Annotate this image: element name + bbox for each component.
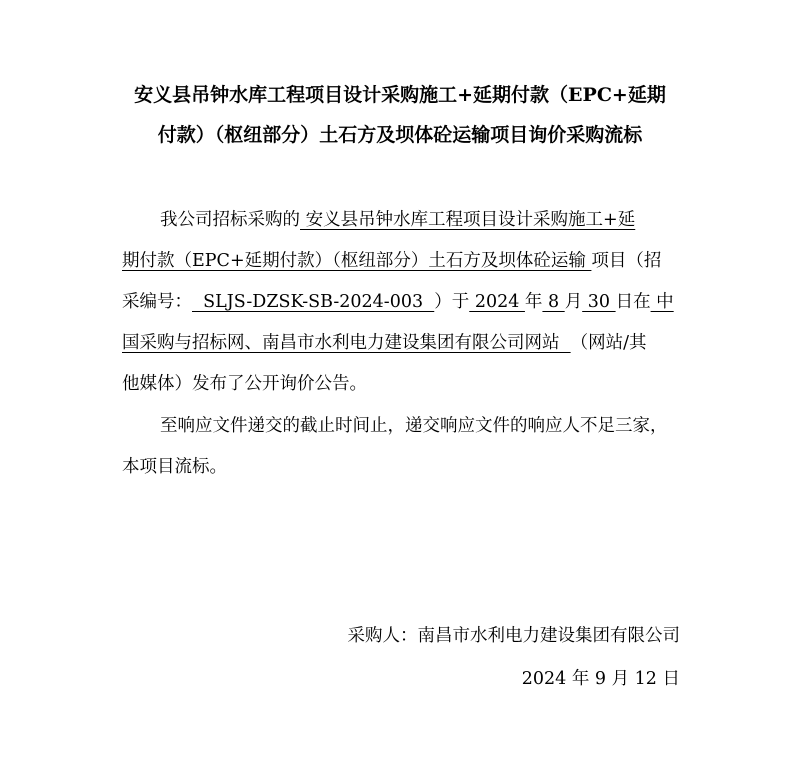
procurement-number: SLJS-DZSK-SB-2024-003: [192, 292, 435, 312]
body-line: [160, 206, 635, 231]
project-name: 安义县吊钟水库工程项目设计采购施工+延: [300, 210, 636, 230]
text: 我公司招标采购的: [160, 210, 300, 230]
body-line: [122, 288, 674, 313]
title-line-1: 安义县吊钟水库工程项目设计采购施工+延期付款（EPC+延期: [134, 84, 666, 106]
text: 月: [564, 292, 583, 312]
text: （网站/其: [570, 333, 647, 353]
publish-site: 国采购与招标网、南昌市水利电力建设集团有限公司网站: [122, 333, 571, 353]
body-line: 至响应文件递交的截止时间止，递交响应文件的响应人不足三家，: [160, 416, 668, 436]
body-line: [122, 329, 647, 354]
text: 项目（招: [591, 251, 662, 271]
month: 8: [542, 292, 565, 312]
text: ）于: [434, 292, 470, 312]
project-name: 期付款（EPC+延期付款）（枢纽部分）土石方及坝体砼运输: [122, 251, 592, 271]
purchaser: 采购人：南昌市水利电力建设集团有限公司: [347, 626, 680, 646]
day: 30: [582, 292, 616, 312]
signature-date: 2024 年 9 月 12 日: [521, 669, 680, 689]
text: 日在: [615, 292, 651, 312]
body-line: 本项目流标。: [122, 457, 227, 477]
body-line: 他媒体）发布了公开询价公告。: [122, 374, 367, 394]
text: 年: [524, 292, 543, 312]
body-line: [122, 247, 661, 272]
year: 2024: [469, 292, 525, 312]
title-line-2: 付款）（枢纽部分）土石方及坝体砼运输项目询价采购流标: [157, 124, 643, 146]
text: 采编号：: [122, 292, 192, 312]
publish-site: 中: [650, 292, 674, 312]
